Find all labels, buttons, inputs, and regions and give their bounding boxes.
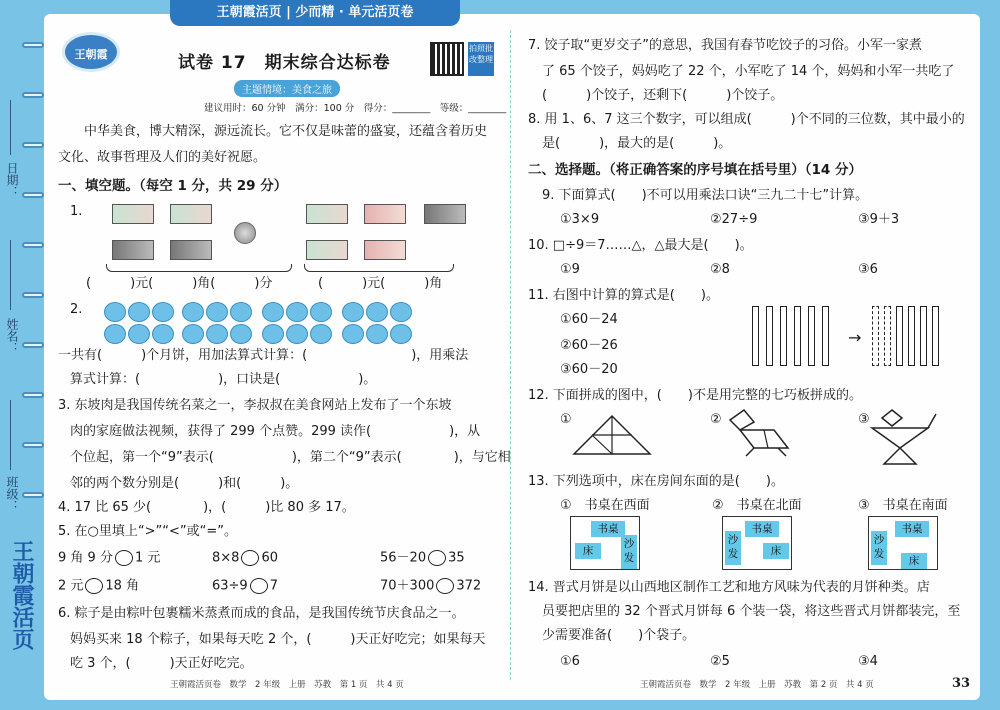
theme-badge: 主题情境：美食之旅 xyxy=(234,80,340,97)
option[interactable]: ①6 xyxy=(560,654,580,669)
class-label: 班级： xyxy=(5,476,19,512)
brand-vertical-logo: 王朝霞活页 xyxy=(9,540,35,650)
mooncake-icon xyxy=(286,302,308,322)
question-text: 妈妈买来 18 个粽子，如果每天吃 2 个，( )天正好吃完；如果每天 xyxy=(70,632,486,647)
qr-tag: 拍照批改整理 xyxy=(468,42,494,76)
option[interactable]: ②5 xyxy=(710,654,730,669)
comparison-circle[interactable] xyxy=(241,550,259,566)
question-number: 1. xyxy=(70,204,83,219)
section-heading: 一、填空题。（每空 1 分，共 29 分） xyxy=(58,178,288,194)
comparison-circle[interactable] xyxy=(85,578,103,594)
counting-rod xyxy=(908,306,915,366)
question-text: 9. 下面算式( )不可以用乘法口诀“三九二十七”计算。 xyxy=(542,188,869,203)
comparison-right: 372 xyxy=(456,578,482,594)
counting-rod xyxy=(822,306,829,366)
bed-block: 床 xyxy=(901,553,927,569)
room-diagram xyxy=(570,516,640,570)
question-text: 吃 3 个，( )天正好吃完。 xyxy=(70,656,253,671)
comparison-right: 7 xyxy=(269,578,278,594)
banknote-icon xyxy=(424,204,466,224)
option[interactable]: ①60－24 xyxy=(560,312,618,327)
comparison-right: 35 xyxy=(448,550,465,566)
bed-block: 床 xyxy=(575,543,601,559)
option[interactable]: ③ xyxy=(858,412,870,427)
desk-block: 书桌 xyxy=(591,521,625,537)
banknote-icon xyxy=(364,240,406,260)
question-text: 肉的家庭做法视频，获得了 299 个点赞。299 读作( )，从 xyxy=(70,424,481,439)
sofa-block: 沙发 xyxy=(621,535,637,569)
name-label: 姓名： xyxy=(5,318,19,354)
mooncake-icon xyxy=(286,324,308,344)
mooncake-icon xyxy=(262,302,284,322)
banknote-icon xyxy=(306,204,348,224)
mooncake-icon xyxy=(128,302,150,322)
footer-left: 王朝霞活页卷 数学 2 年级 上册 苏教 第 1 页 共 4 页 xyxy=(170,680,404,690)
publisher-logo: 王朝霞 xyxy=(62,32,120,72)
banknote-icon xyxy=(306,240,348,260)
question-text: 7. 饺子取“更岁交子”的意思，我国有春节吃饺子的习俗。小军一家煮 xyxy=(528,38,923,53)
question-text: 是( )，最大的是( )。 xyxy=(542,136,732,151)
comparison-left: 63÷9 xyxy=(212,578,248,594)
comparison-left: 8×8 xyxy=(212,550,240,566)
question-number: 2. xyxy=(70,302,83,317)
question-text: 12. 下面拼成的图中，( )不是用完整的七巧板拼成的。 xyxy=(528,388,862,403)
counting-rod xyxy=(932,306,939,366)
question-text: ( )个饺子，还剩下( )个饺子。 xyxy=(542,88,784,103)
mooncake-icon xyxy=(230,302,252,322)
banknote-icon xyxy=(170,240,212,260)
option[interactable]: ③9＋3 xyxy=(858,212,900,227)
question-text: 少需要准备( )个袋子。 xyxy=(542,628,696,643)
comparison-item xyxy=(212,578,278,595)
page-number: 33 xyxy=(952,676,971,691)
mooncake-icon xyxy=(366,324,388,344)
mooncake-icon xyxy=(310,324,332,344)
intro-line: 文化、故事哲理及人们的美好祝愿。 xyxy=(58,150,267,165)
coin-icon xyxy=(234,222,256,244)
mooncake-icon xyxy=(342,324,364,344)
question-text: 员要把店里的 32 个晋式月饼每 6 个装一袋，将这些晋式月饼都装完，至 xyxy=(542,604,961,619)
banknote-icon xyxy=(170,204,212,224)
tangram-figure-2 xyxy=(724,408,794,458)
bed-block: 床 xyxy=(763,543,789,559)
comparison-circle[interactable] xyxy=(250,578,268,594)
counting-rod xyxy=(752,306,759,366)
comparison-circle[interactable] xyxy=(428,550,446,566)
tangram-figure-1 xyxy=(572,410,652,458)
mooncake-icon xyxy=(310,302,332,322)
banknote-icon xyxy=(112,240,154,260)
option[interactable]: ②27÷9 xyxy=(710,212,758,227)
comparison-right: 60 xyxy=(261,550,278,566)
comparison-left: 56－20 xyxy=(380,550,427,566)
counting-rod xyxy=(872,306,879,366)
section-heading: 二、选择题。（将正确答案的序号填在括号里）（14 分） xyxy=(528,162,862,178)
comparison-right: 1 元 xyxy=(134,550,161,566)
desk-block: 书桌 xyxy=(745,521,779,537)
brace-right xyxy=(304,264,454,272)
option[interactable]: ③4 xyxy=(858,654,878,669)
mooncake-icon xyxy=(366,302,388,322)
fill-blank[interactable]: ( )元( )角( )分 xyxy=(86,276,273,291)
question-text: 3. 东坡肉是我国传统名菜之一，李叔叔在美食网站上发布了一个东坡 xyxy=(58,398,452,413)
class-line xyxy=(10,400,11,470)
counting-rod xyxy=(808,306,815,366)
page-title: 试卷 17 期末综合达标卷 xyxy=(178,53,391,73)
mooncake-icon xyxy=(152,324,174,344)
banknote-icon xyxy=(364,204,406,224)
top-banner: 王朝霞活页 | 少而精 · 单元活页卷 xyxy=(170,0,460,26)
comparison-item xyxy=(58,550,160,567)
comparison-left: 9 角 9 分 xyxy=(58,550,113,566)
question-text: 13. 下列选项中，床在房间东面的是( )。 xyxy=(528,474,784,489)
sofa-block: 沙发 xyxy=(871,531,887,565)
room-option-caption[interactable]: ① 书桌在西面 xyxy=(560,498,650,513)
mooncake-icon xyxy=(262,324,284,344)
question-text: 5. 在○里填上“>”“<”或“=”。 xyxy=(58,524,237,539)
mooncake-icon xyxy=(182,302,204,322)
comparison-right: 18 角 xyxy=(105,578,140,594)
comparison-left: 70＋300 xyxy=(380,578,435,594)
intro-line: 中华美食，博大精深，源远流长。它不仅是味蕾的盛宴，还蕴含着历史 xyxy=(58,124,488,139)
option[interactable]: ②8 xyxy=(710,262,730,277)
mooncake-icon xyxy=(390,302,412,322)
room-option-caption[interactable]: ② 书桌在北面 xyxy=(712,498,802,513)
comparison-item xyxy=(380,578,481,595)
name-line xyxy=(10,240,11,310)
brace-left xyxy=(106,264,292,272)
comparison-circle[interactable] xyxy=(115,550,133,566)
counting-rod xyxy=(896,306,903,366)
qr-code-icon[interactable] xyxy=(430,42,464,76)
option[interactable]: ②60－26 xyxy=(560,338,618,353)
comparison-circle[interactable] xyxy=(436,578,454,594)
question-text: 14. 晋式月饼是以山西地区制作工艺和地方风味为代表的月饼种类。店 xyxy=(528,580,930,595)
mooncake-icon xyxy=(104,324,126,344)
room-option-caption[interactable]: ③ 书桌在南面 xyxy=(858,498,948,513)
question-text: 个位起，第一个“9”表示( )，第二个“9”表示( )，与它相 xyxy=(70,450,511,465)
mooncake-icon xyxy=(390,324,412,344)
question-text: 10. □÷9＝7……△，△最大是( )。 xyxy=(528,238,753,253)
question-text: 算式计算：( )，口诀是( )。 xyxy=(70,372,377,387)
question-text: 8. 用 1、6、7 这三个数字，可以组成( )个不同的三位数，其中最小的 xyxy=(528,112,965,127)
mooncake-icon xyxy=(182,324,204,344)
comparison-item xyxy=(212,550,278,567)
question-text: 6. 粽子是由粽叶包裹糯米蒸煮而成的食品，是我国传统节庆食品之一。 xyxy=(58,606,465,621)
date-line xyxy=(10,100,11,155)
question-text: 邻的两个数分别是( )和( )。 xyxy=(70,476,299,491)
mooncake-icon xyxy=(230,324,252,344)
sofa-block: 沙发 xyxy=(725,531,741,565)
tangram-figure-3 xyxy=(868,408,938,466)
question-text: 11. 右图中计算的算式是( )。 xyxy=(528,288,719,303)
date-label: 日期： xyxy=(5,162,19,198)
comparison-item xyxy=(58,578,139,595)
mooncake-icon xyxy=(152,302,174,322)
option[interactable]: ①3×9 xyxy=(560,212,600,227)
comparison-item xyxy=(380,550,465,567)
column-divider xyxy=(510,30,511,680)
option[interactable]: ①9 xyxy=(560,262,580,277)
footer-right: 王朝霞活页卷 数学 2 年级 上册 苏教 第 2 页 共 4 页 xyxy=(640,680,874,690)
counting-rod xyxy=(780,306,787,366)
banknote-icon xyxy=(112,204,154,224)
fill-blank[interactable]: ( )元( )角 xyxy=(318,276,443,291)
comparison-left: 2 元 xyxy=(58,578,84,594)
question-text: 了 65 个饺子，妈妈吃了 22 个，小军吃了 14 个，妈妈和小军一共吃了 xyxy=(542,64,955,79)
counting-rod xyxy=(884,306,891,366)
desk-block: 书桌 xyxy=(895,521,929,537)
room-diagram xyxy=(868,516,938,570)
question-text: 4. 17 比 65 少( )，( )比 80 多 17。 xyxy=(58,500,355,515)
option[interactable]: ② xyxy=(710,412,722,427)
test-meta: 建议用时：60 分钟 满分：100 分 得分：________ 等级：________ xyxy=(204,103,507,114)
mooncake-icon xyxy=(206,302,228,322)
mooncake-icon xyxy=(206,324,228,344)
counting-rod xyxy=(920,306,927,366)
option[interactable]: ③6 xyxy=(858,262,878,277)
room-diagram xyxy=(722,516,792,570)
arrow-right-icon: → xyxy=(848,328,862,347)
option[interactable]: ① xyxy=(560,412,572,427)
mooncake-icon xyxy=(104,302,126,322)
counting-rod xyxy=(794,306,801,366)
counting-rod xyxy=(766,306,773,366)
mooncake-icon xyxy=(128,324,150,344)
option[interactable]: ③60－20 xyxy=(560,362,618,377)
mooncake-icon xyxy=(342,302,364,322)
question-text: 一共有( )个月饼，用加法算式计算：( )，用乘法 xyxy=(58,348,469,363)
